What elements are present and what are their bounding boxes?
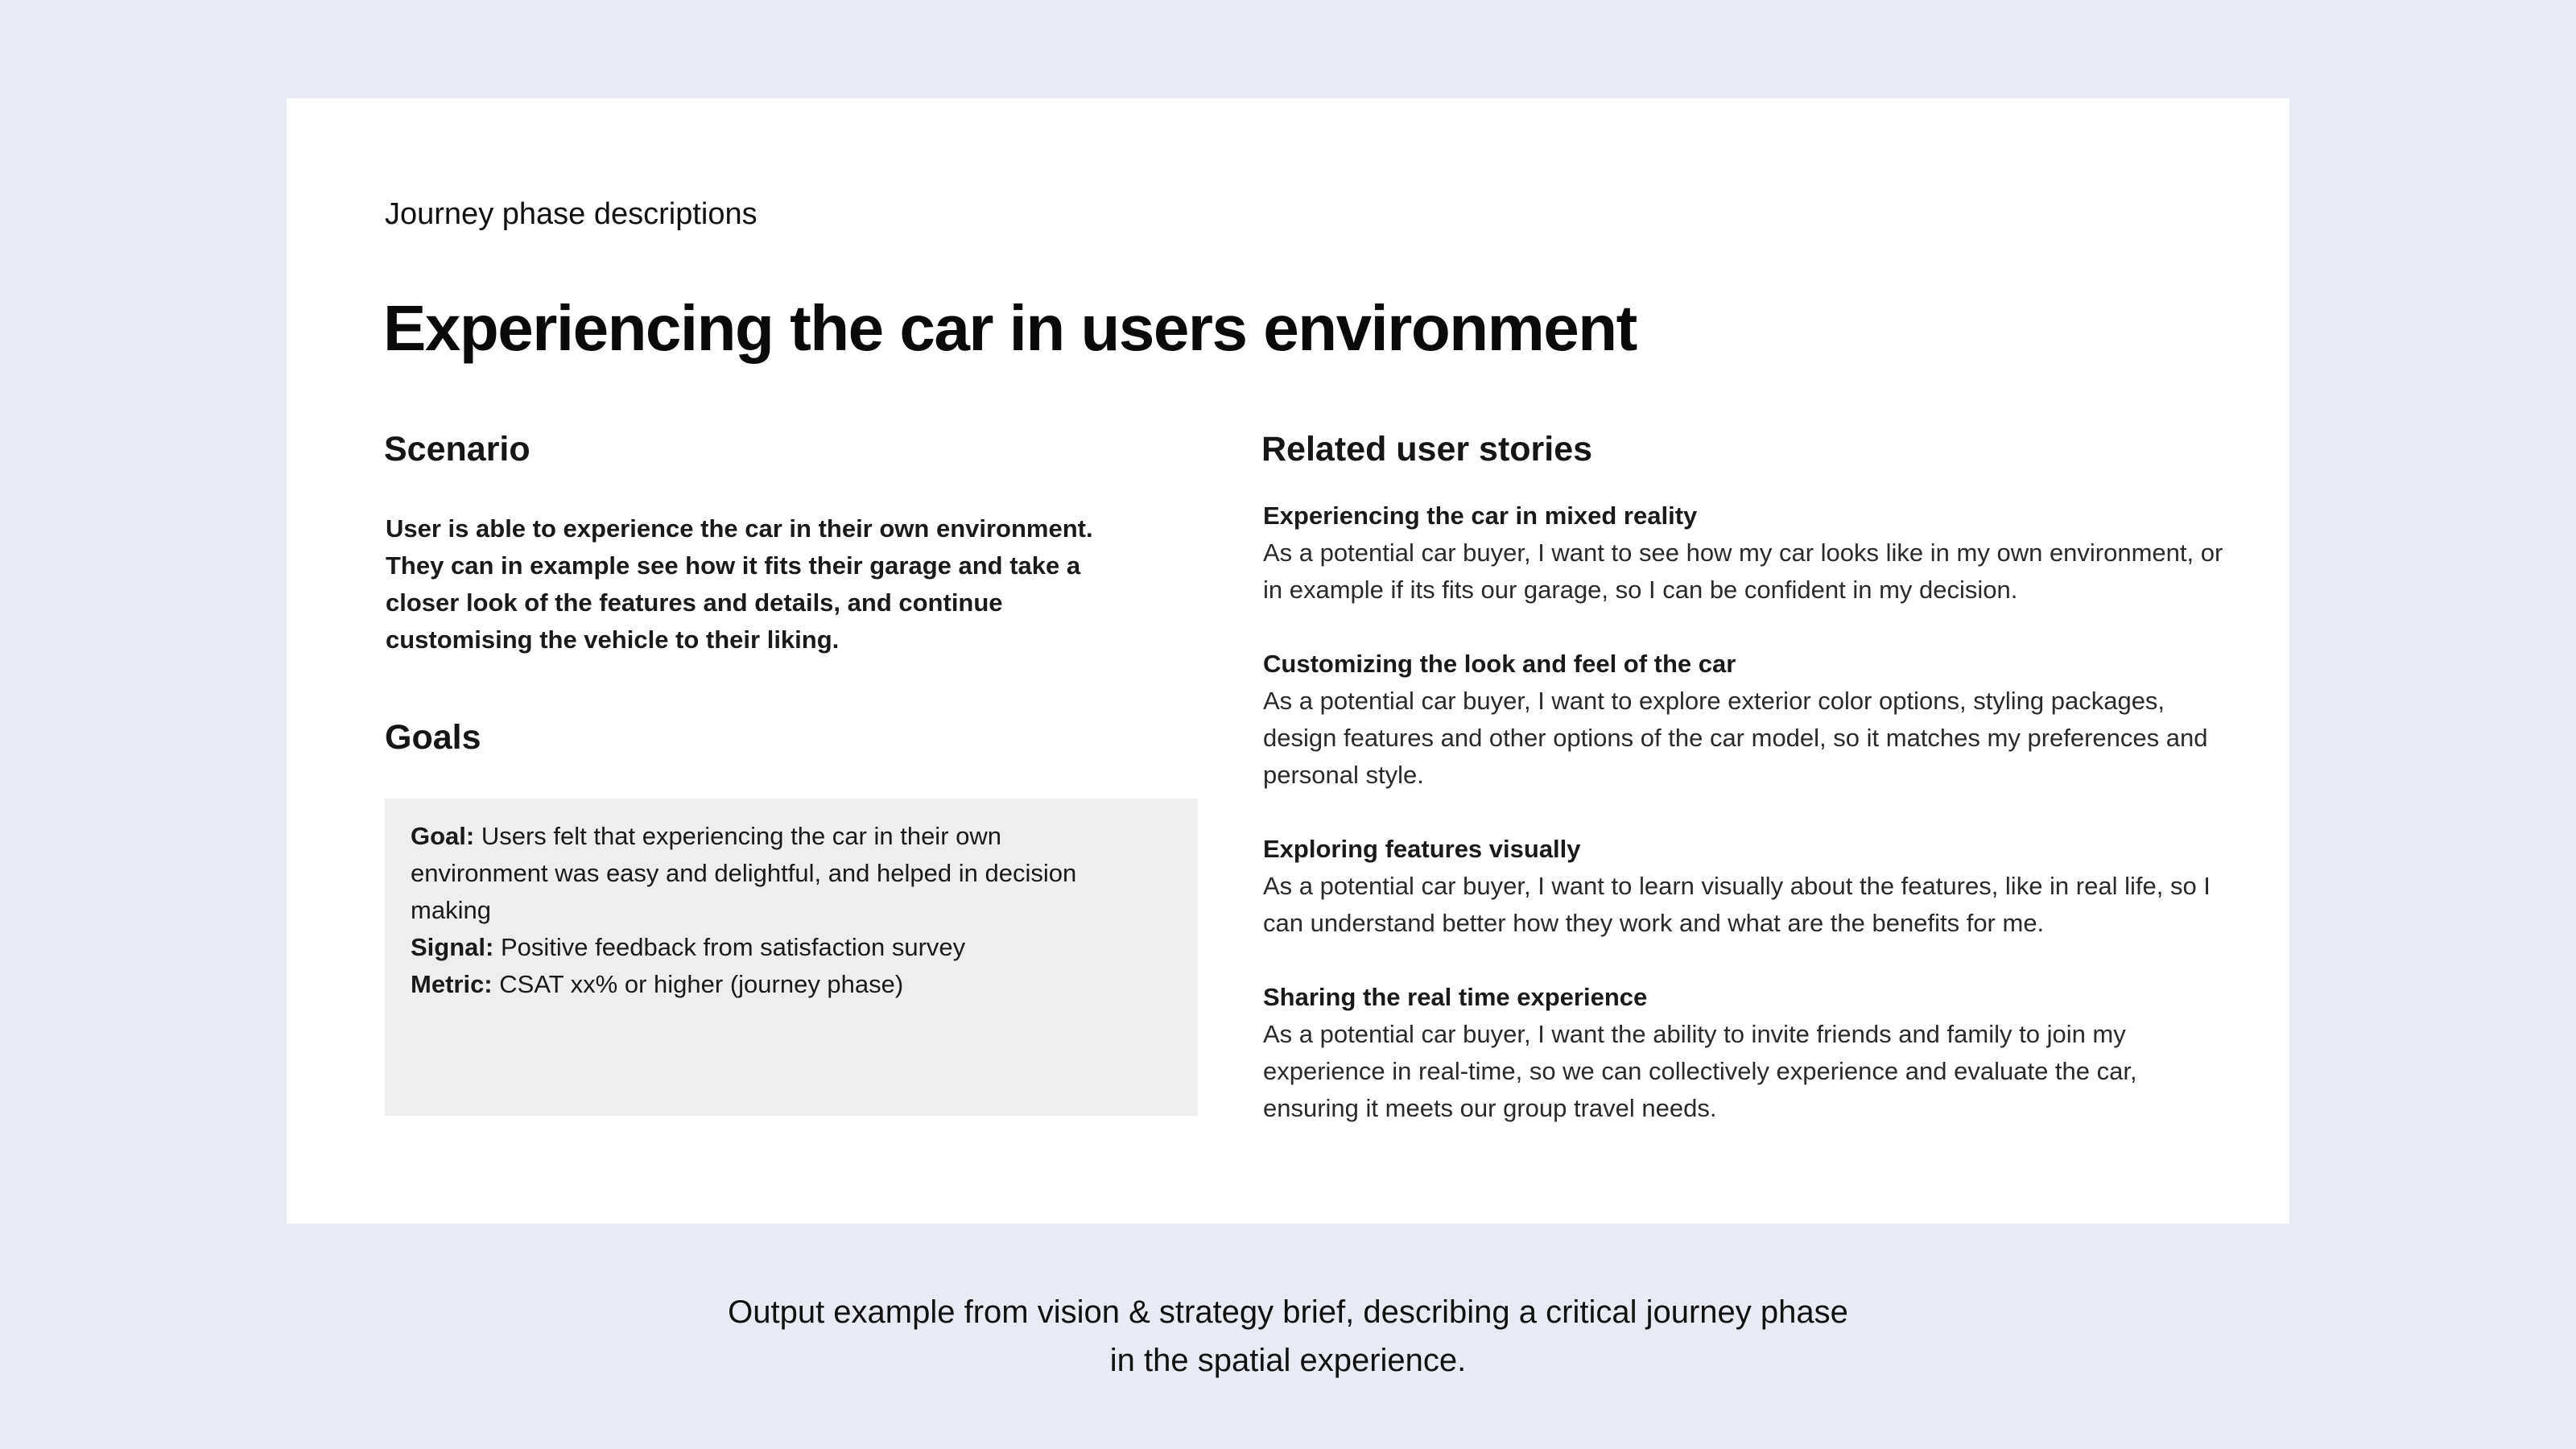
page-title: Experiencing the car in users environment — [383, 292, 1637, 364]
user-story-text: As a potential car buyer, I want to learn visually about the features, like in real life, so I can understand better how they work and what are the benefits for me. — [1263, 872, 2211, 937]
goals-heading: Goals — [385, 718, 481, 757]
metric-label: Metric: — [411, 970, 493, 998]
signal-line — [411, 929, 1103, 966]
user-story-text: As a potential car buyer, I want to explore exterior color options, styling packages, design features and other options of the car model, so it matches my preferences and personal style. — [1263, 687, 2208, 789]
metric-line — [411, 966, 1103, 1003]
scenario-text: User is able to experience the car in their own environment. They can in example see how it fits their garage and take a closer look of the features and details, and continue customising the vehicle to their liking. — [386, 514, 1093, 654]
section-eyebrow: Journey phase descriptions — [385, 197, 758, 231]
related-stories-heading: Related user stories — [1261, 430, 1593, 469]
user-story-text: As a potential car buyer, I want the ability to invite friends and family to join my experience in real-time, so we can collectively experience and evaluate the car, ensuring it meets our group travel needs. — [1263, 1020, 2137, 1122]
user-story-item — [1263, 497, 2229, 609]
user-story-item — [1263, 646, 2229, 794]
goal-line — [411, 818, 1103, 929]
user-story-title: Exploring features visually — [1263, 835, 1581, 863]
user-story-title: Sharing the real time experience — [1263, 983, 1648, 1011]
user-story-text: As a potential car buyer, I want to see how my car looks like in my own environment, or in example if its fits our garage, so I can be confident in my decision. — [1263, 539, 2223, 604]
scenario-heading: Scenario — [384, 430, 530, 469]
goal-label: Goal: — [411, 822, 475, 850]
user-story-item — [1263, 979, 2229, 1127]
metric-text: CSAT xx% or higher (journey phase) — [492, 970, 904, 998]
signal-text: Positive feedback from satisfaction survey — [493, 933, 966, 961]
journey-phase-card — [287, 98, 2289, 1224]
goals-box — [385, 799, 1198, 1116]
user-story-item — [1263, 831, 2229, 942]
user-stories-list — [1263, 497, 2229, 1164]
goal-text: Users felt that experiencing the car in their own environment was easy and delightful, and helped in decision making — [411, 822, 1077, 924]
user-story-title: Customizing the look and feel of the car — [1263, 650, 1736, 678]
signal-label: Signal: — [411, 933, 494, 961]
user-story-title: Experiencing the car in mixed reality — [1263, 502, 1698, 530]
figure-caption: Output example from vision & strategy brief, describing a critical journey phase in the spatial experience. — [728, 1294, 1848, 1378]
